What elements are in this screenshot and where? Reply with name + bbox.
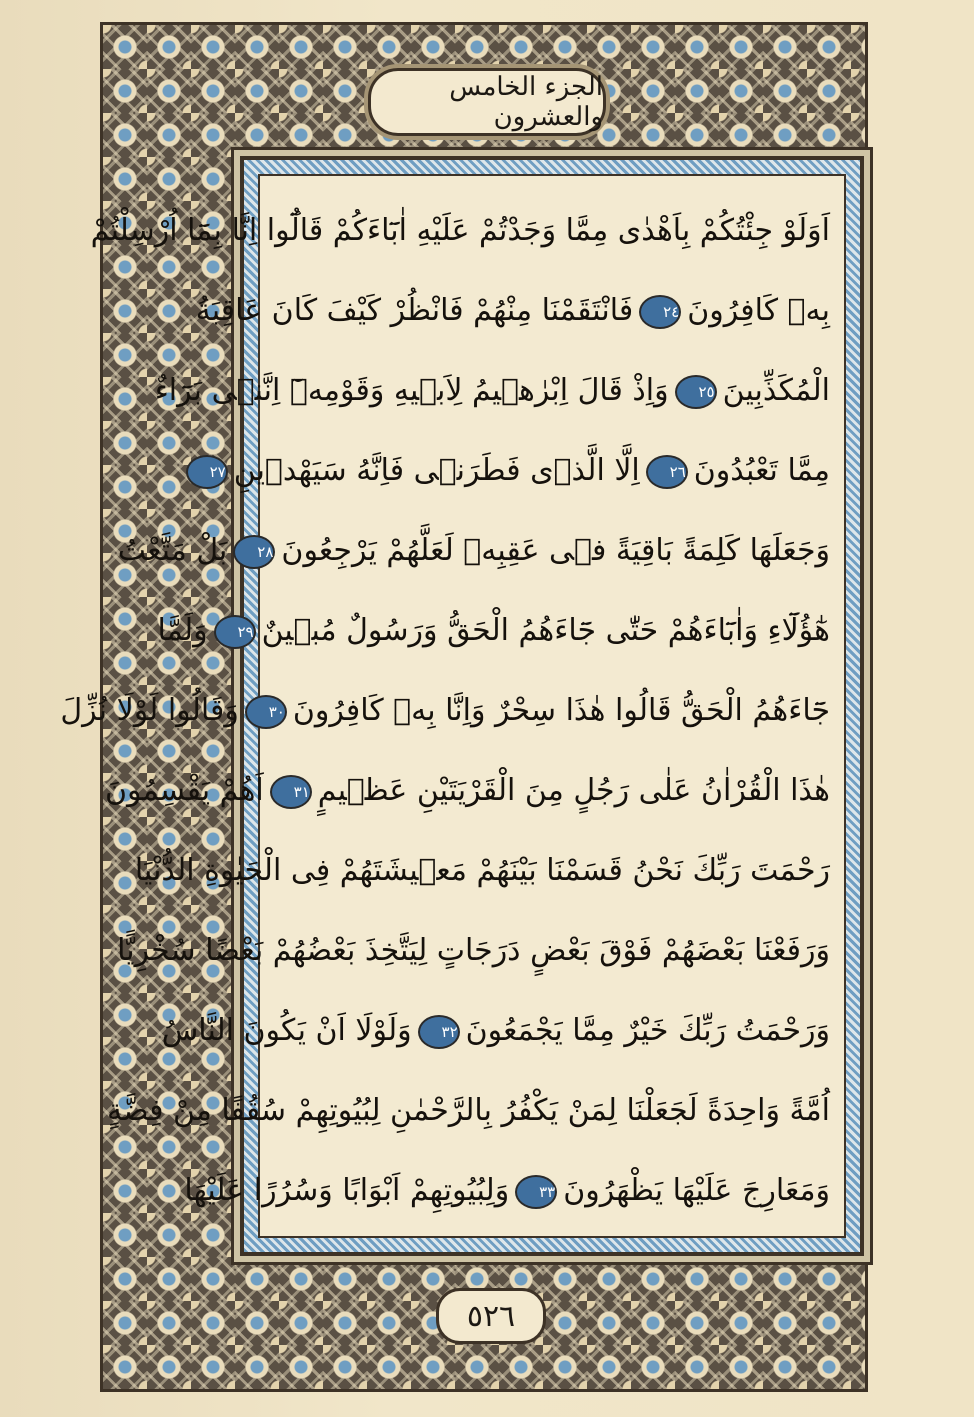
- verse-line: [107, 1076, 830, 1146]
- ayah-number-marker: ٣١: [270, 775, 312, 809]
- verse-line: [134, 836, 830, 906]
- verse-text-segment: بَلْ مَتَّعْتُ: [117, 533, 228, 568]
- verse-line: [60, 676, 830, 746]
- verse-text-segment: وَرَفَعْنَا بَعْضَهُمْ فَوْقَ بَعْضٍ دَرَجَاتٍ لِيَتَّخِذَ بَعْضُهُمْ بَعْضًا سُخْرِيًّا: [117, 933, 830, 968]
- verse-text-segment: رَحْمَتَ رَبِّكَ نَحْنُ قَسَمْنَا بَيْنَهُمْ مَعٖيشَتَهُمْ فِى الْحَيٰوةِ الدُّنْيَا: [134, 853, 830, 888]
- juz-header: [368, 68, 606, 136]
- verse-text-segment: فَانْتَقَمْنَا مِنْهُمْ فَانْظُرْ كَيْفَ كَانَ عَاقِبَةُ: [195, 293, 634, 328]
- verse-line: [117, 916, 830, 986]
- ayah-number-marker: ٢٨: [233, 535, 275, 569]
- text-panel: [60, 156, 864, 1256]
- verse-line: [154, 356, 830, 426]
- ayah-number-marker: ٢٧: [186, 455, 228, 489]
- verse-text-segment: وَلِبُيُوتِهِمْ اَبْوَابًا وَسُرُرًا عَلَيْهَا: [184, 1173, 510, 1208]
- verse-line: [157, 596, 830, 666]
- ayah-number-marker: ٢٩: [214, 615, 256, 649]
- ayah-number-marker: ٣٣: [515, 1175, 557, 1209]
- page-number: ٥٢٦: [466, 1298, 516, 1334]
- verse-line: [161, 996, 830, 1066]
- verse-text-segment: هٰذَا الْقُرْاٰنُ عَلٰى رَجُلٍ مِنَ الْقَرْيَتَيْنِ عَظٖيمٍ: [317, 773, 830, 808]
- juz-title: الجزء الخامس والعشرون: [449, 72, 603, 132]
- verse-text-segment: بِهٖ كَافِرُونَ: [687, 293, 830, 328]
- ayah-number-marker: ٢٤: [639, 295, 681, 329]
- verse-text-segment: وَمَعَارِجَ عَلَيْهَا يَظْهَرُونَ: [563, 1173, 830, 1208]
- verse-line: [209, 436, 830, 506]
- verse-text-segment: وَلَوْلَا اَنْ يَكُونَ النَّاسُ: [161, 1013, 412, 1048]
- verse-text-segment: وَاِذْ قَالَ اِبْرٰهٖيمُ لِاَبٖيهِ وَقَوْمِهٖٓ اِنَّنٖى بَرَٓاءٌ: [154, 373, 669, 408]
- verse-line: [117, 516, 830, 586]
- verse-text-segment: هٰٓؤُلَٓاءِ وَاٰبَٓاءَهُمْ حَتّٰى جَٓاءَهُمُ الْحَقُّ وَرَسُولٌ مُبٖينٌ: [261, 613, 830, 648]
- page-number-box: [436, 1288, 546, 1344]
- verse-text-segment: وَرَحْمَتُ رَبِّكَ خَيْرٌ مِمَّا يَجْمَعُونَ: [465, 1013, 830, 1048]
- verse-text-segment: مِمَّا تَعْبُدُونَ: [693, 453, 830, 488]
- ayah-number-marker: ٢٥: [675, 375, 717, 409]
- verse-text-segment: وَلَمَّا: [157, 613, 208, 648]
- verse-text-segment: اُمَّةً وَاحِدَةً لَجَعَلْنَا لِمَنْ يَكْفُرُ بِالرَّحْمٰنِ لِبُيُوتِهِمْ سُقُفًا مِنْ فِضَّةٍ: [107, 1093, 830, 1128]
- verse-text-segment: اِلَّا الَّذٖى فَطَرَنٖى فَاِنَّهُ سَيَهْدٖينِ: [233, 453, 640, 488]
- verse-line: [195, 276, 830, 346]
- verse-text-segment: وَقَالُوا لَوْلَا نُزِّلَ: [60, 693, 239, 728]
- verse-text-segment: جَٓاءَهُمُ الْحَقُّ قَالُوا هٰذَا سِحْرٌ وَاِنَّا بِهٖ كَافِرُونَ: [292, 693, 830, 728]
- ayah-number-marker: ٣٢: [418, 1015, 460, 1049]
- verse-line: [90, 196, 830, 266]
- ayah-number-marker: ٣٠: [245, 695, 287, 729]
- verse-text: [60, 174, 846, 1238]
- verse-line: [104, 756, 830, 826]
- ayah-number-marker: ٢٦: [646, 455, 688, 489]
- verse-text-segment: الْمُكَذِّبِينَ: [722, 373, 830, 408]
- verse-line: [184, 1156, 830, 1226]
- verse-text-segment: اَهُمْ يَقْسِمُونَ: [104, 773, 264, 808]
- verse-text-segment: وَجَعَلَهَا كَلِمَةً بَاقِيَةً فٖى عَقِبِهٖ لَعَلَّهُمْ يَرْجِعُونَ: [281, 533, 830, 568]
- verse-text-segment: اَوَلَوْ جِئْتُكُمْ بِاَهْدٰى مِمَّا وَجَدْتُمْ عَلَيْهِ اٰبَٓاءَكُمْ قَالُٓوا اِنَّا بِمَٓا اُرْسِلْتُمْ: [90, 213, 830, 248]
